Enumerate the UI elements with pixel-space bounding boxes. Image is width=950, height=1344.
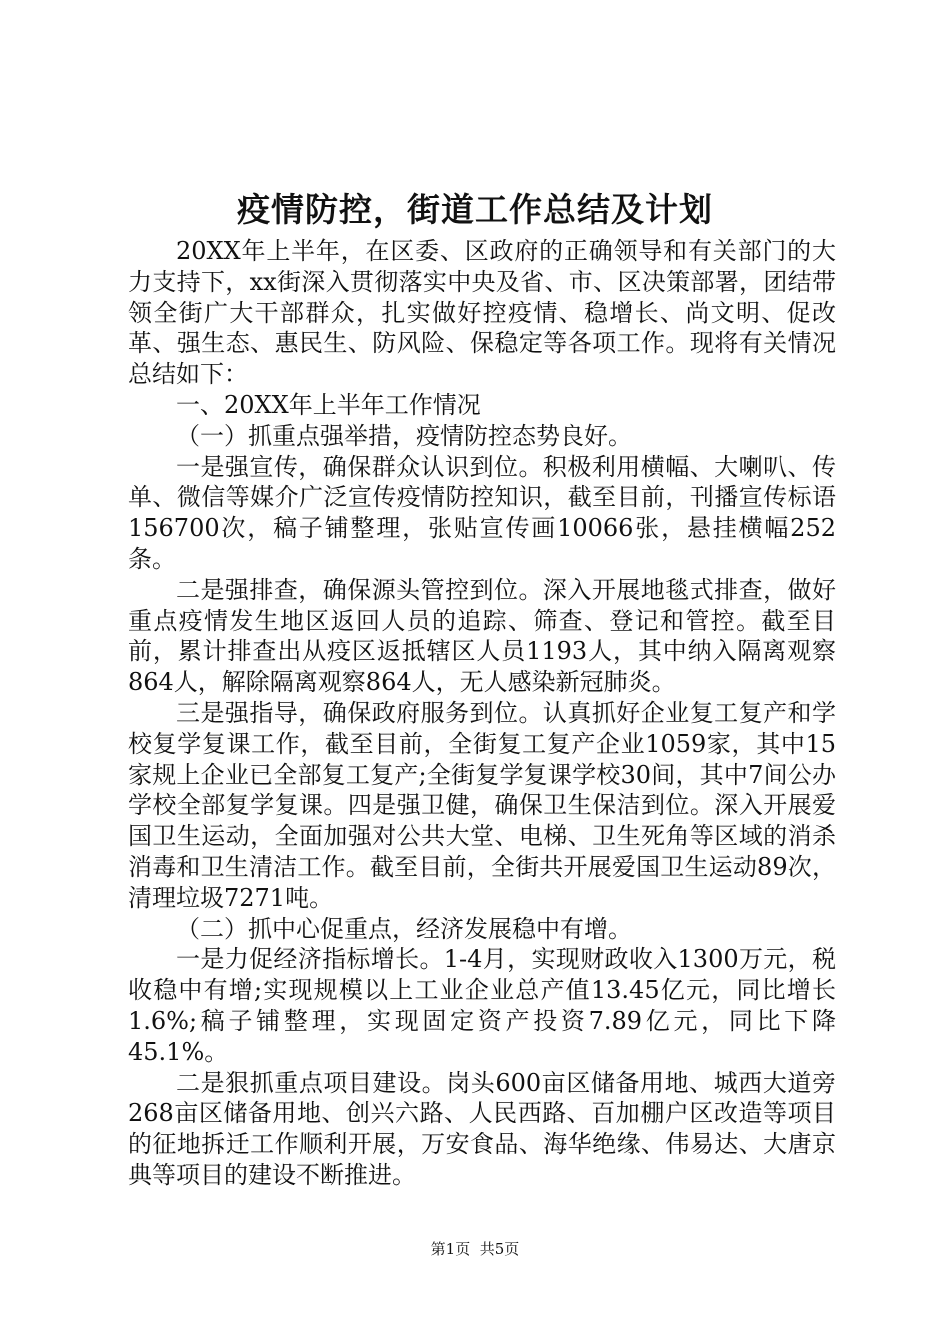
paragraph-screening: 二是强排查，确保源头管控到位。深入开展地毯式排查，做好重点疫情发生地区返回人员的追踪、筛查、登记和管控。截至目前，累计排查出从疫区返抵辖区人员1193人，其中纳入隔离观察864人，解除隔离观察864人，无人感染新冠肺炎。 [128, 575, 836, 697]
page-footer [0, 1239, 950, 1259]
page-total: 共5页 [479, 1240, 520, 1258]
subsection-heading-2: （二）抓中心促重点，经济发展稳中有增。 [176, 914, 632, 943]
paragraph-economy: 一是力促经济指标增长。1-4月，实现财政收入1300万元，税收稳中有增;实现规模以上工业企业总产值13.45亿元，同比增长1.6%;稿子铺整理，实现固定资产投资7.89亿元，同比下降45.1%。 [128, 945, 836, 1066]
paragraph-guidance: 三是强指导，确保政府服务到位。认真抓好企业复工复产和学校复学复课工作，截至目前，全街复工复产企业1059家，其中15家规上企业已全部复工复产;全街复学复课学校30间，其中7间公办学校全部复学复课。四是强卫健，确保卫生保洁到位。深入开展爱国卫生运动，全面加强对公共大堂、电梯、卫生死角等区域的消杀消毒和卫生清洁工作。截至目前，全街共开展爱国卫生运动89次，清理垃圾7271吨。 [128, 698, 836, 912]
document-title: 疫情防控，街道工作总结及计划 [237, 190, 713, 229]
page-number: 第1页 [430, 1240, 471, 1258]
subsection-heading-1: （一）抓重点强举措，疫情防控态势良好。 [176, 421, 632, 450]
document-body [128, 236, 836, 1191]
paragraph-publicity: 一是强宣传，确保群众认识到位。积极利用横幅、大喇叭、传单、微信等媒介广泛宣传疫情防控知识，截至目前，刊播宣传标语156700次，稿子铺整理，张贴宣传画10066张，悬挂横幅252条。 [128, 452, 836, 573]
paragraph-projects: 二是狠抓重点项目建设。岗头600亩区储备用地、城西大道旁268亩区储备用地、创兴六路、人民西路、百加棚户区改造等项目的征地拆迁工作顺利开展，万安食品、海华绝缘、伟易达、大唐京典等项目的建设不断推进。 [128, 1068, 836, 1189]
paragraph-intro: 20XX年上半年，在区委、区政府的正确领导和有关部门的大力支持下，xx街深入贯彻落实中央及省、市、区决策部署，团结带领全街广大干部群众，扎实做好控疫情、稳增长、尚文明、促改革、强生态、惠民生、防风险、保稳定等各项工作。现将有关情况总结如下： [128, 237, 836, 389]
section-heading-1: 一、20XX年上半年工作情况 [176, 390, 481, 419]
